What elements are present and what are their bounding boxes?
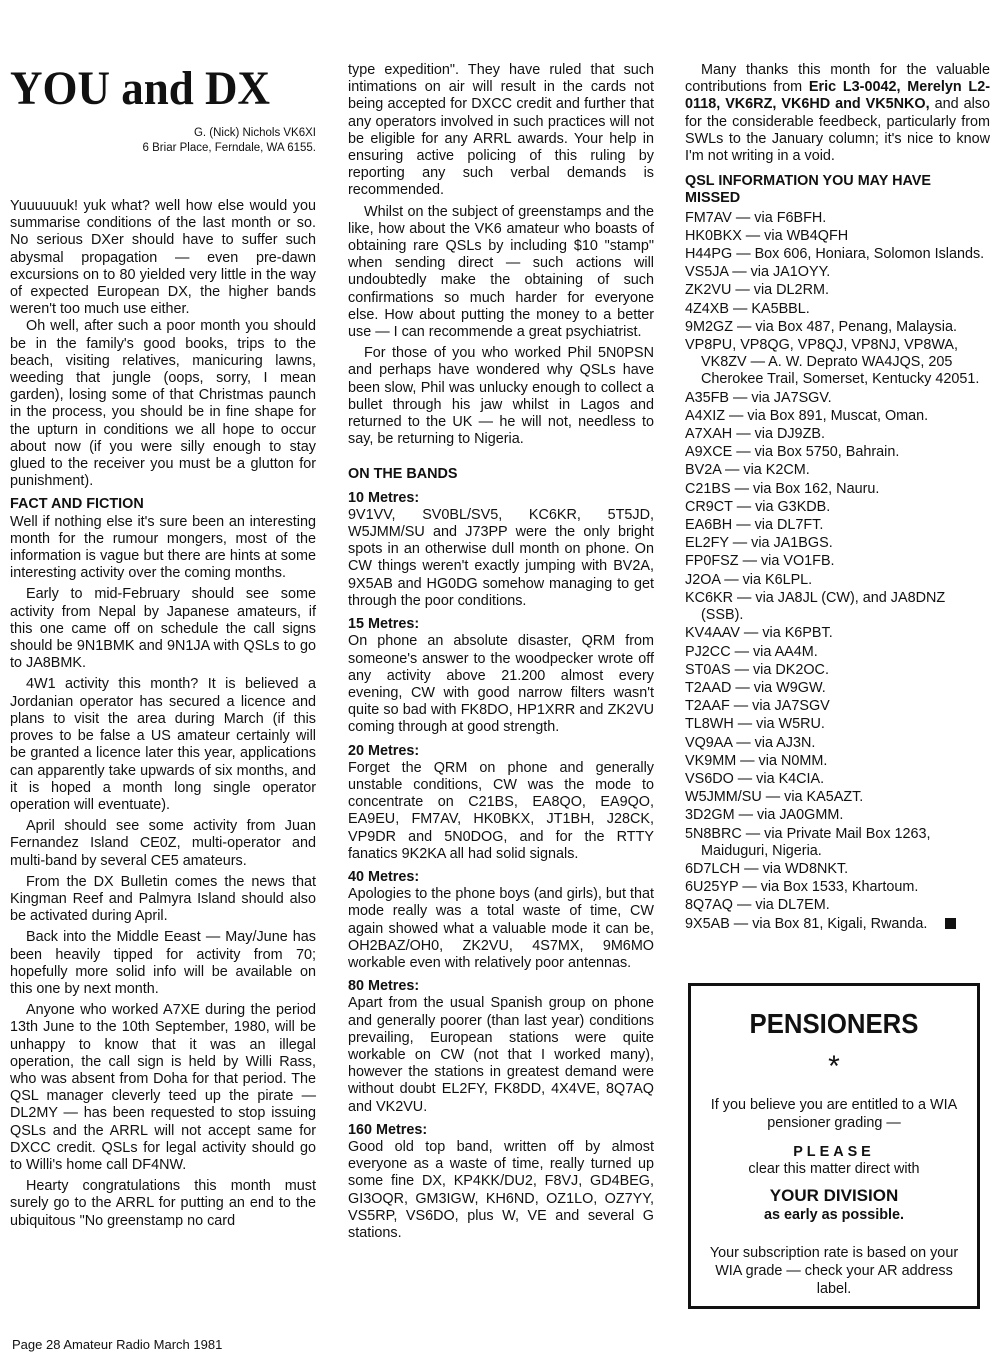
column-1 — [10, 62, 316, 1230]
qsl-item: 5N8BRC — via Private Mail Box 1263, Maiduguri, Nigeria. — [685, 825, 931, 859]
qsl-item-text: 9X5AB — via Box 81, Kigali, Rwanda. — [685, 915, 928, 932]
qsl-item: KC6KR — via JA8JL (CW), and JA8DNZ (SSB). — [685, 589, 946, 624]
paragraph: April should see some activity from Juan Fernandez Island CE0Z, multi-operator and multi-band by several CE5 amateurs. — [10, 818, 316, 869]
section-heading-qsl-information: QSL INFORMATION YOU MAY HAVE MISSED — [685, 173, 932, 207]
qsl-item: A35FB — via JA7SGV. — [685, 389, 832, 406]
band-heading-10m: 10 Metres: — [348, 489, 420, 506]
qsl-item: A4XIZ — via Box 891, Muscat, Oman. — [685, 407, 929, 424]
column-3 — [685, 62, 990, 933]
qsl-item: FP0FSZ — via VO1FB. — [685, 553, 835, 570]
qsl-item: J2OA — via K6LPL. — [685, 571, 813, 588]
paragraph: Anyone who worked A7XE during the period 13th June to the 10th September, 1980, will be unhappy to know that it was an illegal operation, the call sign is held by Willi Rass, who was absent from Doha for that period. The QSL manager cleverly teed up the pirate — DL2MY — has been requested to stop issuing QSLs and the ARRL will not accept same for DXCC credit. QSLs for legal activity should go to Willi's home call DF4NW. — [10, 1002, 316, 1173]
qsl-item: HK0BKX — via WB4QFH — [685, 227, 849, 244]
pensioners-notice-box — [688, 983, 980, 1309]
qsl-item: EA6BH — via DL7FT. — [685, 517, 824, 534]
pensioners-text-3: as early as possible. — [764, 1207, 904, 1223]
band-heading-20m: 20 Metres: — [348, 742, 420, 759]
band-heading-15m: 15 Metres: — [348, 616, 420, 633]
paragraph: type expedition". They have ruled that such intimations on air will result in the cards not being accepted for DXCC credit and further that any operators involved in such practices will not be eligible for any ARRL awards. Your help in ensuring active policing of this ruling by reporting any such verbal demands is recommended. — [348, 62, 654, 199]
band-paragraph: Apologies to the phone boys (and girls), but that mode really was a total waste of time, CW again showed what a valuable mode it can be, OH2BAZ/OH0, ZK2VU, 4S7MX, 9M6MO workable even with relatively poor antennas. — [348, 886, 654, 971]
paragraph: Hearty congratulations this month must surely go to the ARRL for putting an end to the ubiquitous "No greenstamp no card — [10, 1178, 316, 1229]
qsl-item: PJ2CC — via AA4M. — [685, 643, 818, 660]
qsl-item: VS6DO — via K4CIA. — [685, 770, 825, 787]
pensioners-text-4: Your subscription rate is based on your WIA grade — check your AR address label. — [709, 1245, 959, 1297]
qsl-item: 6U25YP — via Box 1533, Khartoum. — [685, 879, 919, 896]
band-paragraph: Good old top band, written off by almost everyone as a waste of time, really turned up some fine DX, KP4KK/DU2, F8VJ, GD4BEG, GI3OQR, GM3IGW, KH6ND, OZ1LO, OZ7YY, VS5RP, VS6DO, plus W, VE and several G stations. — [348, 1138, 654, 1241]
qsl-item: 9M2GZ — via Box 487, Penang, Malaysia. — [685, 318, 957, 335]
paragraph: Back into the Middle Eeast — May/June has been heavily tipped for activity from 70; hopefully more solid info will be available on this one by next month. — [10, 929, 316, 997]
qsl-item: W5JMM/SU — via KA5AZT. — [685, 789, 864, 806]
band-paragraph: Apart from the usual Spanish group on phone and generally poorer (than last year) conditions prevailing, European stations were quite workable on CW (not that I worked many), however the stations in greatest demand were without doubt EL2FY, FK8DD, 4X4VE, 8Q7AQ and VK2VU. — [348, 995, 654, 1115]
qsl-item: 8Q7AQ — via DL7EM. — [685, 897, 830, 914]
pensioners-please: PLEASE — [793, 1144, 875, 1160]
paragraph: Oh well, after such a poor month you should be in the family's good books, trips to the beach, visiting relatives, manicuring lawns, weeding that jungle (oops, sorry, I mean garden), losing some of that Christmas paunch in the process, you should be in fine shape for the upturn in conditions we all hope to occur about now (if you were silly enough to stay glued to the receiver you must be a glutton for punishment). — [10, 318, 316, 490]
qsl-item: 4Z4XB — KA5BBL. — [685, 300, 810, 317]
qsl-item: 6D7LCH — via WD8NKT. — [685, 860, 849, 877]
thanks-paragraph — [685, 62, 990, 165]
qsl-item: BV2A — via K2CM. — [685, 462, 810, 479]
paragraph: Whilst on the subject of greenstamps and the like, how about the VK6 amateur who boasts of obtaining rare QSLs by including $10 "stamp" when sending direct — such actions will undoubtedly make the obtaining of such confirmations so much harder for everyone else. How about putting the money to a better use — I can recommende a great psychiatrist. — [348, 203, 654, 341]
byline-address: 6 Briar Place, Ferndale, WA 6155. — [142, 142, 316, 154]
paragraph: Well if nothing else it's sure been an interesting month for the rumour mongers, most of the information is vague but there are hints at some interesting activity over the coming months. — [10, 513, 316, 582]
band-heading-40m: 40 Metres: — [348, 868, 420, 885]
band-heading-160m: 160 Metres: — [348, 1121, 428, 1138]
qsl-item: EL2FY — via JA1BGS. — [685, 535, 833, 552]
section-heading-fact-and-fiction: FACT AND FICTION — [10, 496, 144, 513]
paragraph: From the DX Bulletin comes the news that Kingman Reef and Palmyra Island should also be activated during April. — [10, 873, 316, 925]
band-heading-80m: 80 Metres: — [348, 978, 420, 995]
thanks-text-a: Many thanks this month for the valuable contributions from — [685, 62, 990, 96]
qsl-item: CR9CT — via G3KDB. — [685, 498, 831, 515]
qsl-item: KV4AAV — via K6PBT. — [685, 625, 833, 642]
qsl-item: ST0AS — via DK2OC. — [685, 661, 829, 678]
qsl-item: T2AAF — via JA7SGV — [685, 698, 830, 715]
qsl-item: T2AAD — via W9GW. — [685, 679, 826, 696]
pensioners-text-2: clear this matter direct with — [748, 1161, 920, 1177]
qsl-item: TL8WH — via W5RU. — [685, 716, 825, 733]
qsl-item: A7XAH — via DJ9ZB. — [685, 426, 825, 443]
pensioners-text-1: If you believe you are entitled to a WIA pensioner grading — — [710, 1097, 958, 1131]
band-paragraph: Forget the QRM on phone and generally unstable conditions, CW was the mode to concentrate on C21BS, EA8QO, EA9QO, EA9EU, FM7AV, HK0BKX, JT1BH, J28CK, VP9DR and 5N0DOG, and for the RTTY fanatics 9K2KA all had solid signals. — [348, 759, 654, 862]
qsl-item: VS5JA — via JA1OYY. — [685, 264, 831, 281]
byline-name: G. (Nick) Nichols VK6XI — [193, 127, 316, 139]
section-heading-on-the-bands: ON THE BANDS — [348, 466, 458, 483]
paragraph: 4W1 activity this month? It is believed a Jordanian operator has secured a licence and plans to visit the area during March (if this proves to be false a US amateur certainly will be granted a licence later this year, applications can apparently take upwards of six months, and it is hoped a month long single operator operation will eventuate). — [10, 676, 316, 813]
page-footer: Page 28 Amateur Radio March 1981 — [12, 1337, 223, 1352]
end-of-article-mark — [945, 918, 956, 929]
paragraph: Yuuuuuuk! yuk what? well how else would you summarise conditions of the last month or so. No serious DXer should have to suffer such abysmal propagation — even pre-dawn excursions on to 80 yielded very little in the way of expected European DX, the higher bands weren't too much use either. — [10, 198, 316, 318]
qsl-item: ZK2VU — via DL2RM. — [685, 282, 829, 299]
article-title: YOU and DX — [10, 62, 271, 115]
qsl-item: 3D2GM — via JA0GMM. — [685, 807, 844, 824]
qsl-item: FM7AV — via F6BFH. — [685, 209, 827, 226]
paragraph: Early to mid-February should see some activity from Nepal by Japanese amateurs, if this one came off on schedule the call signs should be 9N1BMK and 9N1JA with QSLs to go to JA8BMK. — [10, 586, 316, 672]
qsl-item: VQ9AA — via AJ3N. — [685, 734, 816, 751]
thanks-text-b: and also for the considerable feedbeck, particularly from SWLs to the January column; it's nice to know I'm not writing in a void. — [685, 96, 990, 165]
band-paragraph: On phone an absolute disaster, QRM from someone's answer to the woodpecker wrote off any activity above 21.200 almost every evening, CW with good narrow filters wasn't quite so bad with FK8DO, HP1XRR and ZK2VU coming through at good strength. — [348, 633, 654, 736]
pensioners-your-division: YOUR DIVISION — [769, 1186, 899, 1205]
qsl-item: C21BS — via Box 162, Nauru. — [685, 480, 880, 497]
column-2 — [348, 62, 654, 1242]
qsl-list — [685, 210, 990, 933]
byline — [10, 126, 316, 156]
qsl-item-last — [685, 916, 990, 933]
pensioners-title: PENSIONERS — [749, 1008, 919, 1039]
paragraph: For those of you who worked Phil 5N0PSN and perhaps have wondered why QSLs have been slow, Phil was unlucky enough to collect a bullet through his jaw whilst in Lagos and returned to the UK — he will not, needless to say, be returning to Nigeria. — [348, 345, 654, 448]
qsl-item: VP8PU, VP8QG, VP8QJ, VP8NJ, VP8WA, VK8ZV — A. W. Deprato WA4JQS, 205 Cherokee Trail, Somerset, Kentucky 42051. — [685, 337, 980, 388]
thanks-names: Eric L3-0042, Merelyn L2-0118, VK6RZ, VK6HD and VK5NKO, — [685, 79, 991, 113]
qsl-item: VK9MM — via N0MM. — [685, 752, 828, 769]
qsl-item: A9XCE — via Box 5750, Bahrain. — [685, 444, 900, 461]
qsl-item: H44PG — Box 606, Honiara, Solomon Islands. — [685, 246, 985, 263]
band-paragraph: 9V1VV, SV0BL/SV5, KC6KR, 5T5JD, W5JMM/SU and J73PP were the only bright spots in an otherwise dull month on phone. On CW things weren't exactly jumping with BV2A, 9X5AB and HG0DG somehow managing to get through the poor conditions. — [348, 506, 654, 609]
asterisk-icon: * — [828, 1050, 840, 1083]
